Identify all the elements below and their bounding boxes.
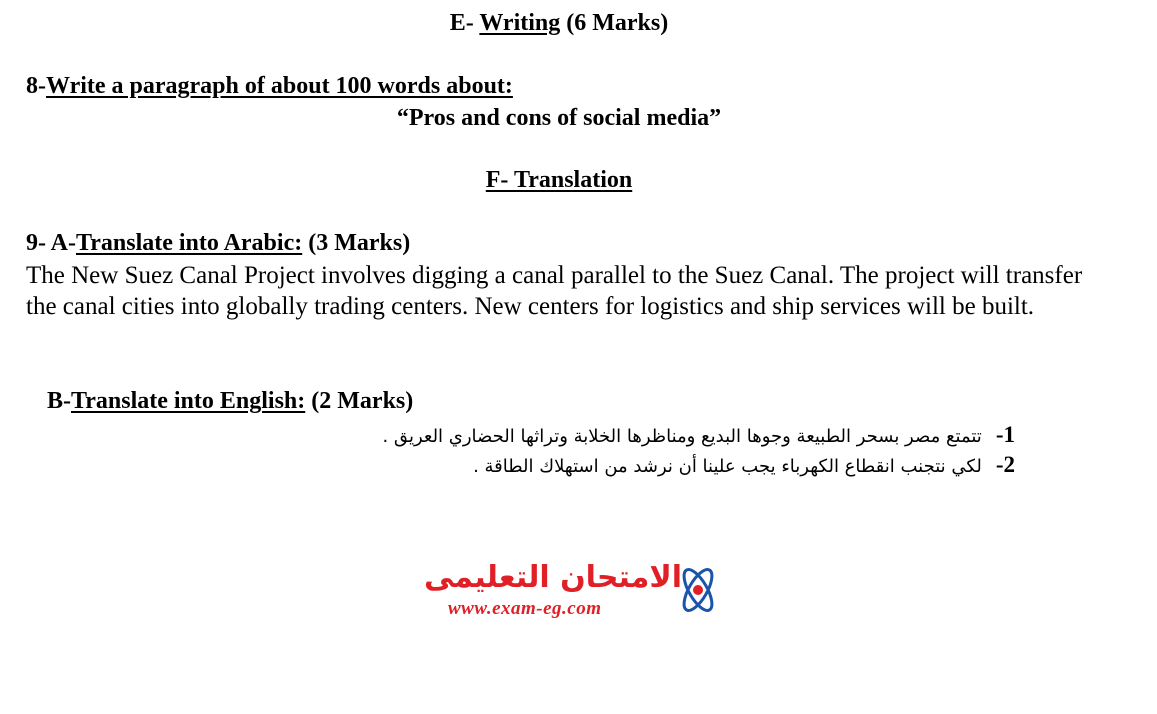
sentence-1-text: تتمتع مصر بسحر الطبيعة وجوها البديع ومناظرها الخلابة وتراثها الحضاري العريق . [382, 426, 982, 447]
arabic-sentence-2 [473, 452, 1015, 478]
sentence-2-text: لكي نتجنب انقطاع الكهرباء يجب علينا أن نرشد من استهلاك الطاقة . [473, 456, 982, 477]
question-9a-marks: (3 Marks) [302, 230, 411, 256]
question-9b-marks: (2 Marks) [305, 388, 414, 414]
question-9b-heading [47, 388, 413, 415]
logo-url: www.exam-eg.com [448, 598, 602, 619]
question-8-instruction: Write a paragraph of about 100 words about: [46, 73, 513, 99]
question-9a-heading [26, 230, 410, 257]
logo-arabic-text: الامتحان التعليمى [423, 560, 682, 595]
section-e-prefix: E- [449, 10, 480, 36]
question-9a-number: 9- A- [26, 230, 76, 256]
atom-icon [672, 564, 724, 616]
sentence-2-number: 2- [995, 452, 1015, 477]
section-e-title: Writing [479, 10, 561, 36]
section-f-heading [0, 167, 1118, 194]
question-9a-instruction: Translate into Arabic: [76, 230, 303, 256]
sentence-1-number: 1- [995, 422, 1015, 447]
exam-eg-logo [423, 560, 740, 640]
question-8-number: 8- [26, 73, 46, 99]
question-9b-number: B- [47, 388, 71, 414]
section-e-marks: (6 Marks) [560, 10, 669, 36]
question-9a-paragraph: The New Suez Canal Project involves digging a canal parallel to the Suez Canal. The project will transfer the canal cities into globally trading centers. New centers for logistics and ship services will be built. [26, 262, 1083, 320]
question-8-heading [26, 73, 513, 100]
question-9b-instruction: Translate into English: [71, 388, 306, 414]
section-f-title: F- Translation [485, 167, 633, 193]
question-8-topic: “Pros and cons of social media” [396, 105, 722, 131]
section-e-heading [0, 10, 1118, 37]
arabic-sentence-1 [382, 422, 1015, 448]
